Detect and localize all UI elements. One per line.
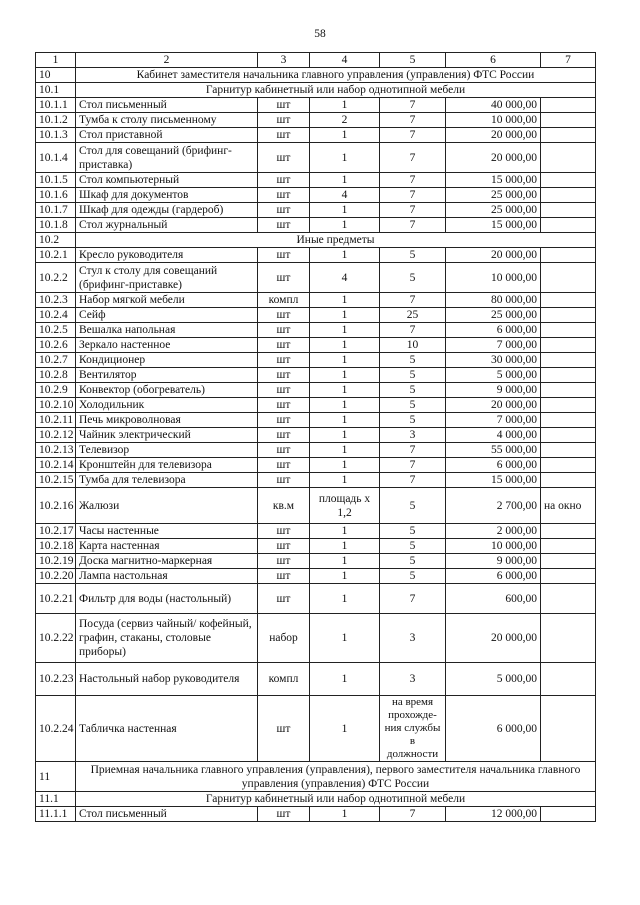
column-number: 6 (446, 53, 541, 68)
item-name: Жалюзи (76, 488, 258, 524)
item-quantity: 4 (310, 263, 380, 293)
item-number: 10.2.2 (36, 263, 76, 293)
column-number: 5 (380, 53, 446, 68)
item-unit: шт (258, 323, 310, 338)
item-unit: шт (258, 413, 310, 428)
item-quantity: 1 (310, 398, 380, 413)
item-note (541, 353, 596, 368)
section-row (36, 68, 596, 83)
item-row (36, 353, 596, 368)
item-name: Конвектор (обогреватель) (76, 383, 258, 398)
item-unit: шт (258, 458, 310, 473)
item-row (36, 98, 596, 113)
item-number: 10.1.6 (36, 188, 76, 203)
item-price: 6 000,00 (446, 458, 541, 473)
item-price: 9 000,00 (446, 554, 541, 569)
item-service-life: 7 (380, 98, 446, 113)
item-price: 600,00 (446, 584, 541, 614)
item-row (36, 113, 596, 128)
item-row (36, 569, 596, 584)
item-name: Набор мягкой мебели (76, 293, 258, 308)
section-number: 11.1 (36, 792, 76, 807)
item-number: 10.1.2 (36, 113, 76, 128)
item-name: Тумба для телевизора (76, 473, 258, 488)
item-note (541, 663, 596, 696)
item-service-life: 7 (380, 323, 446, 338)
item-unit: шт (258, 353, 310, 368)
item-name: Кондиционер (76, 353, 258, 368)
item-unit: шт (258, 428, 310, 443)
item-service-life: 3 (380, 614, 446, 663)
item-number: 10.1.5 (36, 173, 76, 188)
item-number: 10.2.9 (36, 383, 76, 398)
item-number: 10.2.12 (36, 428, 76, 443)
item-unit: шт (258, 584, 310, 614)
item-row (36, 398, 596, 413)
item-name: Холодильник (76, 398, 258, 413)
page-number: 58 (314, 28, 326, 40)
item-service-life: 7 (380, 807, 446, 822)
item-number: 10.2.22 (36, 614, 76, 663)
item-unit: компл (258, 663, 310, 696)
item-unit: шт (258, 248, 310, 263)
item-name: Фильтр для воды (настольный) (76, 584, 258, 614)
item-service-life: 7 (380, 203, 446, 218)
item-name: Кронштейн для телевизора (76, 458, 258, 473)
item-name: Карта настенная (76, 539, 258, 554)
item-number: 10.2.6 (36, 338, 76, 353)
item-row (36, 128, 596, 143)
column-number-row (36, 53, 596, 68)
item-number: 10.2.17 (36, 524, 76, 539)
item-name: Телевизор (76, 443, 258, 458)
item-row (36, 293, 596, 308)
item-service-life: 5 (380, 263, 446, 293)
item-service-life: 7 (380, 143, 446, 173)
item-row (36, 428, 596, 443)
item-price: 5 000,00 (446, 368, 541, 383)
item-service-life: 25 (380, 308, 446, 323)
item-unit: шт (258, 338, 310, 353)
item-price: 25 000,00 (446, 308, 541, 323)
item-note (541, 323, 596, 338)
item-quantity: 1 (310, 353, 380, 368)
item-service-life: 5 (380, 398, 446, 413)
item-name: Стол компьютерный (76, 173, 258, 188)
section-row (36, 792, 596, 807)
item-name: Посуда (сервиз чайный/ кофейный, графин, стаканы, столовые приборы) (76, 614, 258, 663)
item-quantity: 1 (310, 338, 380, 353)
section-title: Иные предметы (76, 233, 596, 248)
item-note (541, 569, 596, 584)
item-service-life: 5 (380, 383, 446, 398)
item-row (36, 443, 596, 458)
item-note (541, 293, 596, 308)
item-quantity: 1 (310, 248, 380, 263)
item-name: Стол письменный (76, 807, 258, 822)
item-service-life: 7 (380, 473, 446, 488)
item-name: Табличка настенная (76, 696, 258, 762)
item-price: 25 000,00 (446, 203, 541, 218)
item-number: 10.2.7 (36, 353, 76, 368)
item-note (541, 173, 596, 188)
item-quantity: 1 (310, 323, 380, 338)
item-note (541, 263, 596, 293)
item-price: 15 000,00 (446, 173, 541, 188)
item-quantity: 1 (310, 807, 380, 822)
item-note (541, 807, 596, 822)
item-row (36, 218, 596, 233)
section-row (36, 83, 596, 98)
item-price: 7 000,00 (446, 413, 541, 428)
item-price: 2 700,00 (446, 488, 541, 524)
item-row (36, 614, 596, 663)
item-name: Чайник электрический (76, 428, 258, 443)
item-note: на окно (541, 488, 596, 524)
item-unit: шт (258, 368, 310, 383)
item-row (36, 248, 596, 263)
item-service-life: 5 (380, 488, 446, 524)
item-note (541, 696, 596, 762)
item-price: 9 000,00 (446, 383, 541, 398)
item-price: 12 000,00 (446, 807, 541, 822)
section-title: Приемная начальника главного управления (управления), первого заместителя начальника главного управления (управления) ФТС России (76, 762, 596, 792)
item-unit: шт (258, 807, 310, 822)
item-number: 10.2.20 (36, 569, 76, 584)
item-note (541, 473, 596, 488)
furniture-norms-table (35, 52, 596, 822)
item-name: Зеркало настенное (76, 338, 258, 353)
item-quantity: 1 (310, 413, 380, 428)
item-price: 10 000,00 (446, 539, 541, 554)
item-number: 10.2.1 (36, 248, 76, 263)
column-number: 2 (76, 53, 258, 68)
section-title: Гарнитур кабинетный или набор однотипной мебели (76, 83, 596, 98)
item-row (36, 323, 596, 338)
item-price: 5 000,00 (446, 663, 541, 696)
item-quantity: 1 (310, 663, 380, 696)
item-unit: шт (258, 443, 310, 458)
item-price: 25 000,00 (446, 188, 541, 203)
item-service-life: 5 (380, 539, 446, 554)
item-number: 10.2.11 (36, 413, 76, 428)
item-quantity: 1 (310, 143, 380, 173)
item-row (36, 413, 596, 428)
item-note (541, 143, 596, 173)
item-service-life: 5 (380, 353, 446, 368)
item-unit: шт (258, 128, 310, 143)
item-name: Тумба к столу письменному (76, 113, 258, 128)
item-name: Кресло руководителя (76, 248, 258, 263)
item-price: 20 000,00 (446, 614, 541, 663)
item-number: 10.2.8 (36, 368, 76, 383)
item-unit: шт (258, 554, 310, 569)
item-price: 15 000,00 (446, 473, 541, 488)
item-price: 2 000,00 (446, 524, 541, 539)
item-service-life: 7 (380, 113, 446, 128)
column-number: 3 (258, 53, 310, 68)
item-unit: шт (258, 569, 310, 584)
item-price: 10 000,00 (446, 263, 541, 293)
item-row (36, 263, 596, 293)
item-name: Вешалка напольная (76, 323, 258, 338)
item-quantity: 4 (310, 188, 380, 203)
item-note (541, 188, 596, 203)
item-note (541, 458, 596, 473)
item-number: 10.2.16 (36, 488, 76, 524)
item-row (36, 188, 596, 203)
item-number: 10.2.23 (36, 663, 76, 696)
section-row (36, 762, 596, 792)
item-note (541, 554, 596, 569)
section-title: Гарнитур кабинетный или набор однотипной мебели (76, 792, 596, 807)
item-number: 10.1.1 (36, 98, 76, 113)
item-row (36, 368, 596, 383)
item-service-life: 7 (380, 188, 446, 203)
item-number: 10.2.21 (36, 584, 76, 614)
item-number: 10.2.18 (36, 539, 76, 554)
item-name: Вентилятор (76, 368, 258, 383)
item-unit: шт (258, 218, 310, 233)
item-note (541, 398, 596, 413)
item-service-life: 7 (380, 443, 446, 458)
item-quantity: площадь х 1,2 (310, 488, 380, 524)
item-quantity: 1 (310, 368, 380, 383)
item-service-life: 3 (380, 428, 446, 443)
item-number: 10.2.3 (36, 293, 76, 308)
item-name: Шкаф для документов (76, 188, 258, 203)
item-row (36, 807, 596, 822)
item-quantity: 1 (310, 696, 380, 762)
item-service-life: 5 (380, 248, 446, 263)
item-unit: шт (258, 383, 310, 398)
item-quantity: 1 (310, 539, 380, 554)
section-title: Кабинет заместителя начальника главного управления (управления) ФТС России (76, 68, 596, 83)
item-quantity: 1 (310, 98, 380, 113)
item-unit: набор (258, 614, 310, 663)
item-price: 20 000,00 (446, 143, 541, 173)
item-service-life: 7 (380, 173, 446, 188)
item-service-life: 3 (380, 663, 446, 696)
item-name: Сейф (76, 308, 258, 323)
item-note (541, 338, 596, 353)
item-row (36, 383, 596, 398)
item-name: Шкаф для одежды (гардероб) (76, 203, 258, 218)
item-row (36, 143, 596, 173)
item-note (541, 218, 596, 233)
item-service-life: 7 (380, 458, 446, 473)
item-note (541, 584, 596, 614)
item-quantity: 1 (310, 473, 380, 488)
item-note (541, 248, 596, 263)
item-number: 10.1.8 (36, 218, 76, 233)
item-price: 40 000,00 (446, 98, 541, 113)
item-name: Настольный набор руководителя (76, 663, 258, 696)
item-note (541, 203, 596, 218)
item-unit: шт (258, 539, 310, 554)
item-unit: шт (258, 308, 310, 323)
item-row (36, 584, 596, 614)
item-note (541, 614, 596, 663)
item-unit: шт (258, 398, 310, 413)
item-name: Доска магнитно-маркерная (76, 554, 258, 569)
item-price: 55 000,00 (446, 443, 541, 458)
item-service-life: 7 (380, 128, 446, 143)
item-service-life: 5 (380, 554, 446, 569)
item-name: Лампа настольная (76, 569, 258, 584)
item-number: 10.2.24 (36, 696, 76, 762)
item-number: 10.2.15 (36, 473, 76, 488)
item-row (36, 338, 596, 353)
item-quantity: 1 (310, 569, 380, 584)
item-number: 10.2.4 (36, 308, 76, 323)
item-number: 11.1.1 (36, 807, 76, 822)
item-unit: шт (258, 524, 310, 539)
item-number: 10.2.14 (36, 458, 76, 473)
item-row (36, 524, 596, 539)
item-unit: шт (258, 203, 310, 218)
item-service-life: 5 (380, 569, 446, 584)
item-service-life: на время прохожде-ния службы в должности (380, 696, 446, 762)
item-unit: шт (258, 263, 310, 293)
item-price: 6 000,00 (446, 569, 541, 584)
item-unit: шт (258, 696, 310, 762)
item-unit: шт (258, 98, 310, 113)
item-row (36, 473, 596, 488)
item-name: Печь микроволновая (76, 413, 258, 428)
item-row (36, 308, 596, 323)
section-number: 11 (36, 762, 76, 792)
item-row (36, 696, 596, 762)
section-number: 10.1 (36, 83, 76, 98)
item-unit: шт (258, 143, 310, 173)
item-quantity: 1 (310, 308, 380, 323)
item-price: 20 000,00 (446, 128, 541, 143)
item-row (36, 663, 596, 696)
item-quantity: 1 (310, 428, 380, 443)
item-number: 10.2.13 (36, 443, 76, 458)
item-unit: кв.м (258, 488, 310, 524)
item-service-life: 5 (380, 368, 446, 383)
section-number: 10.2 (36, 233, 76, 248)
item-number: 10.1.4 (36, 143, 76, 173)
item-note (541, 113, 596, 128)
item-unit: компл (258, 293, 310, 308)
item-service-life: 7 (380, 293, 446, 308)
item-quantity: 1 (310, 293, 380, 308)
item-quantity: 2 (310, 113, 380, 128)
item-service-life: 5 (380, 413, 446, 428)
item-name: Стол приставной (76, 128, 258, 143)
item-note (541, 128, 596, 143)
item-number: 10.2.5 (36, 323, 76, 338)
item-quantity: 1 (310, 383, 380, 398)
item-note (541, 98, 596, 113)
item-name: Стол для совещаний (брифинг-приставка) (76, 143, 258, 173)
item-service-life: 7 (380, 218, 446, 233)
item-quantity: 1 (310, 584, 380, 614)
item-service-life: 5 (380, 524, 446, 539)
item-name: Часы настенные (76, 524, 258, 539)
item-name: Стол письменный (76, 98, 258, 113)
item-number: 10.2.10 (36, 398, 76, 413)
item-quantity: 1 (310, 173, 380, 188)
item-note (541, 539, 596, 554)
item-price: 20 000,00 (446, 248, 541, 263)
item-quantity: 1 (310, 614, 380, 663)
item-price: 20 000,00 (446, 398, 541, 413)
item-row (36, 488, 596, 524)
column-number: 4 (310, 53, 380, 68)
item-quantity: 1 (310, 458, 380, 473)
item-quantity: 1 (310, 218, 380, 233)
item-number: 10.2.19 (36, 554, 76, 569)
item-row (36, 539, 596, 554)
item-unit: шт (258, 473, 310, 488)
item-row (36, 203, 596, 218)
item-service-life: 7 (380, 584, 446, 614)
item-row (36, 554, 596, 569)
item-unit: шт (258, 188, 310, 203)
item-price: 10 000,00 (446, 113, 541, 128)
item-price: 15 000,00 (446, 218, 541, 233)
item-note (541, 443, 596, 458)
item-quantity: 1 (310, 203, 380, 218)
section-number: 10 (36, 68, 76, 83)
item-note (541, 524, 596, 539)
item-price: 80 000,00 (446, 293, 541, 308)
item-note (541, 413, 596, 428)
item-number: 10.1.7 (36, 203, 76, 218)
item-quantity: 1 (310, 524, 380, 539)
item-service-life: 10 (380, 338, 446, 353)
item-price: 30 000,00 (446, 353, 541, 368)
item-quantity: 1 (310, 443, 380, 458)
item-row (36, 458, 596, 473)
item-name: Стул к столу для совещаний (брифинг-приставке) (76, 263, 258, 293)
section-row (36, 233, 596, 248)
item-quantity: 1 (310, 128, 380, 143)
column-number: 7 (541, 53, 596, 68)
item-unit: шт (258, 173, 310, 188)
item-note (541, 428, 596, 443)
item-row (36, 173, 596, 188)
item-price: 4 000,00 (446, 428, 541, 443)
item-number: 10.1.3 (36, 128, 76, 143)
item-quantity: 1 (310, 554, 380, 569)
item-price: 7 000,00 (446, 338, 541, 353)
item-unit: шт (258, 113, 310, 128)
item-name: Стол журнальный (76, 218, 258, 233)
item-note (541, 368, 596, 383)
item-note (541, 383, 596, 398)
item-note (541, 308, 596, 323)
item-price: 6 000,00 (446, 696, 541, 762)
item-price: 6 000,00 (446, 323, 541, 338)
column-number: 1 (36, 53, 76, 68)
